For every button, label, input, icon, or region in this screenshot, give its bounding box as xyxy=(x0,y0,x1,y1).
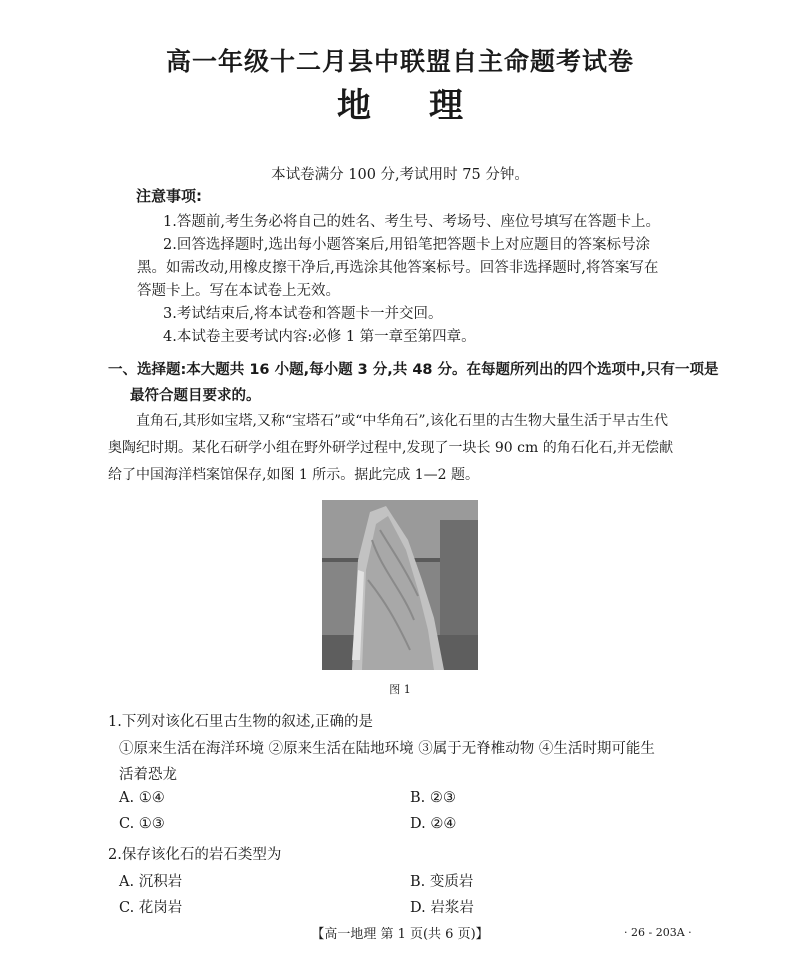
section-heading-continued: 最符合题目要求的。 xyxy=(130,388,261,404)
intro-paragraph-line: 给了中国海洋档案馆保存,如图 1 所示。据此完成 1—2 题。 xyxy=(108,467,479,483)
notice-heading: 注意事项: xyxy=(136,187,202,205)
notice-item: 4.本试卷主要考试内容:必修 1 第一章至第四章。 xyxy=(163,329,476,345)
page-footer: 【高一地理 第 1 页(共 6 页)】 xyxy=(311,927,489,942)
question-statements-continued: 活着恐龙 xyxy=(119,767,177,783)
notice-item-continued: 答题卡上。写在本试卷上无效。 xyxy=(137,283,340,299)
answer-option: D. 岩浆岩 xyxy=(410,900,474,916)
answer-option: C. ①③ xyxy=(119,816,165,832)
subject-char-2: 理 xyxy=(429,86,463,126)
score-time-line: 本试卷满分 100 分,考试用时 75 分钟。 xyxy=(271,167,529,183)
question-statements: ①原来生活在海洋环境 ②原来生活在陆地环境 ③属于无脊椎动物 ④生活时期可能生 xyxy=(119,741,655,757)
paper-code: · 26 - 203A · xyxy=(624,926,692,939)
question-stem: 1.下列对该化石里古生物的叙述,正确的是 xyxy=(108,714,373,730)
notice-item: 3.考试结束后,将本试卷和答题卡一并交回。 xyxy=(163,306,443,322)
answer-option: D. ②④ xyxy=(410,816,457,832)
answer-option: B. ②③ xyxy=(410,790,456,806)
subject-title xyxy=(0,78,800,127)
answer-option: B. 变质岩 xyxy=(410,874,474,890)
intro-paragraph-line: 奥陶纪时期。某化石研学小组在野外研学过程中,发现了一块长 90 cm 的角石化石,并无偿献 xyxy=(108,440,674,456)
notice-item: 2.回答选择题时,选出每小题答案后,用铅笔把答题卡上对应题目的答案标号涂 xyxy=(163,237,651,253)
fossil-photo xyxy=(322,500,478,670)
notice-item-continued: 黑。如需改动,用橡皮擦干净后,再选涂其他答案标号。回答非选择题时,将答案写在 xyxy=(137,260,659,276)
answer-option: A. ①④ xyxy=(119,790,165,806)
question-stem: 2.保存该化石的岩石类型为 xyxy=(108,847,282,863)
exam-title: 高一年级十二月县中联盟自主命题考试卷 xyxy=(165,47,634,76)
intro-paragraph-line: 直角石,其形如宝塔,又称“宝塔石”或“中华角石”,该化石里的古生物大量生活于早古生代 xyxy=(136,413,668,429)
notice-item: 1.答题前,考生务必将自己的姓名、考生号、考场号、座位号填写在答题卡上。 xyxy=(163,214,660,230)
answer-option: A. 沉积岩 xyxy=(119,874,183,890)
fossil-photo-drawing xyxy=(322,500,478,670)
figure-caption: 图 1 xyxy=(389,683,411,696)
answer-option: C. 花岗岩 xyxy=(119,900,183,916)
subject-char-1: 地 xyxy=(337,86,371,126)
section-heading: 一、选择题:本大题共 16 小题,每小题 3 分,共 48 分。在每题所列出的四个选项中,只有一项是 xyxy=(108,362,719,378)
